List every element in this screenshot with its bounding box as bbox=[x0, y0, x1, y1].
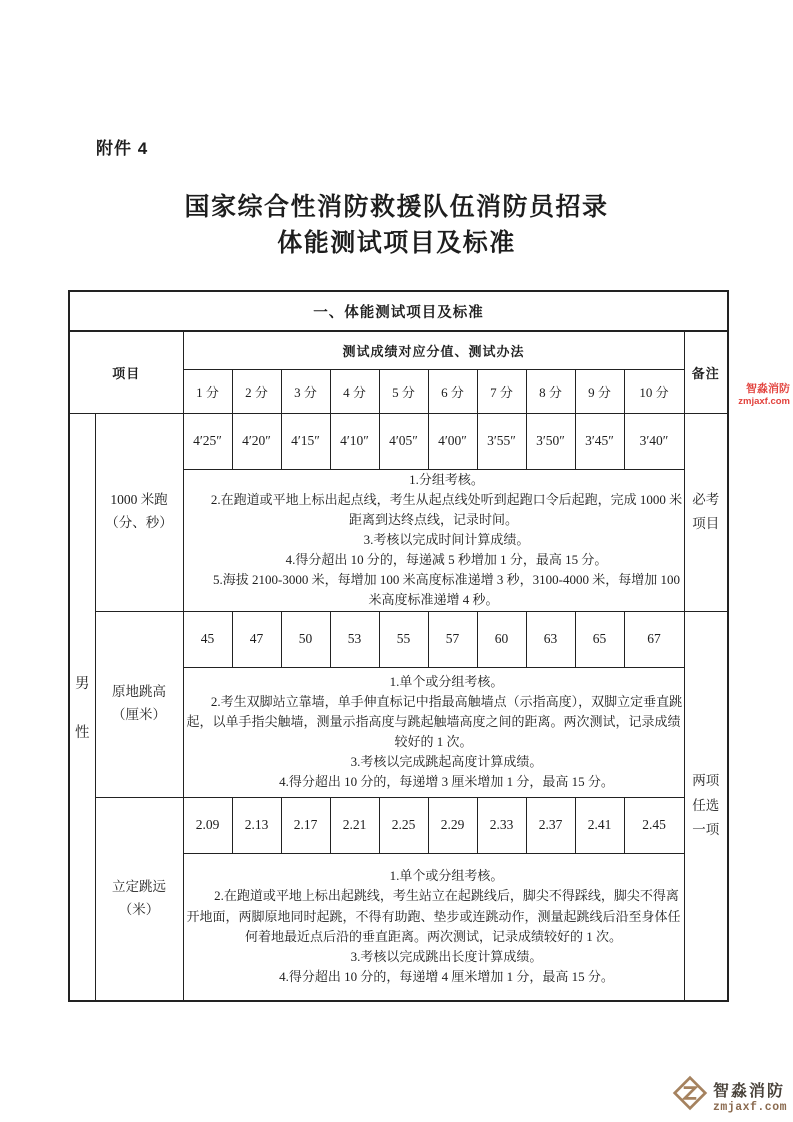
project-name-line: 1000 米跑 bbox=[110, 492, 168, 508]
page-title-line2: 体能测试项目及标准 bbox=[277, 230, 516, 258]
project-unit-line: （米） bbox=[118, 901, 160, 917]
score-header-cell: 3 分 bbox=[281, 369, 330, 413]
value-cell: 4′00″ bbox=[428, 413, 477, 469]
project-name-line: 立定跳远 bbox=[112, 878, 166, 894]
value-cell: 55 bbox=[379, 611, 428, 667]
method-step: 2.考生双脚站立靠墙，单手伸直标记中指最高触墙点（示指高度），双脚立定垂直跳起，以单手指尖触墙，测量示指高度与跳起触墙高度之间的距离。两次测试，记录成绩较好的 1 次。 bbox=[186, 693, 683, 749]
value-cell: 2.37 bbox=[526, 797, 575, 853]
method-step: 1.单个或分组考核。 bbox=[389, 673, 504, 689]
header-remark: 备注 bbox=[684, 331, 728, 413]
project-cell-1000m-run bbox=[95, 413, 183, 611]
method-cell-vertical-jump bbox=[183, 667, 684, 797]
project-unit-line: （分、秒） bbox=[105, 515, 173, 530]
value-cell: 65 bbox=[575, 611, 624, 667]
value-cell: 2.45 bbox=[624, 797, 684, 853]
value-cell: 2.29 bbox=[428, 797, 477, 853]
project-cell-standing-long-jump bbox=[95, 797, 183, 1001]
remark-line: 必考 bbox=[692, 491, 720, 507]
remark-line: 一项 bbox=[692, 821, 720, 837]
zmjaxf-brand-logo bbox=[672, 1075, 787, 1116]
value-cell: 67 bbox=[624, 611, 684, 667]
value-cell: 57 bbox=[428, 611, 477, 667]
method-step: 3.考核以完成跳起高度计算成绩。 bbox=[350, 754, 543, 770]
project-name-line: 原地跳高 bbox=[112, 684, 166, 700]
side-watermark-domain: zmjaxf.com bbox=[738, 396, 790, 408]
page-title bbox=[0, 190, 793, 263]
value-cell: 2.21 bbox=[330, 797, 379, 853]
score-header-cell: 8 分 bbox=[526, 369, 575, 413]
score-header-cell: 9 分 bbox=[575, 369, 624, 413]
value-cell: 3′45″ bbox=[575, 413, 624, 469]
gender-cell bbox=[69, 413, 95, 1001]
score-header-cell: 7 分 bbox=[477, 369, 526, 413]
score-header-cell: 10 分 bbox=[624, 369, 684, 413]
method-step: 1.分组考核。 bbox=[409, 471, 484, 487]
zmjaxf-logo-icon bbox=[672, 1075, 708, 1116]
value-cell: 4′15″ bbox=[281, 413, 330, 469]
value-cell: 53 bbox=[330, 611, 379, 667]
score-header-cell: 4 分 bbox=[330, 369, 379, 413]
method-step: 5.海拔 2100-3000 米，每增加 100 米高度标准递增 3 秒，3100-4000 米，每增加 100 米高度标准递增 4 秒。 bbox=[213, 572, 680, 608]
value-cell: 4′05″ bbox=[379, 413, 428, 469]
score-header-cell: 2 分 bbox=[232, 369, 281, 413]
side-watermark-text: 智淼消防 bbox=[746, 383, 790, 395]
gender-char: 男 bbox=[75, 675, 90, 692]
method-step: 4.得分超出 10 分的，每递减 5 秒增加 1 分，最高 15 分。 bbox=[285, 552, 608, 568]
logo-domain: zmjaxf.com bbox=[712, 1100, 787, 1114]
remark-cell-mandatory bbox=[684, 413, 728, 611]
value-cell: 3′55″ bbox=[477, 413, 526, 469]
project-unit-line: （厘米） bbox=[112, 707, 166, 722]
header-project: 项目 bbox=[69, 331, 183, 413]
remark-cell-choose-one bbox=[684, 611, 728, 1001]
table-section-title: 一、体能测试项目及标准 bbox=[69, 291, 728, 331]
method-step: 2.在跑道或平地上标出起跳线，考生站立在起跳线后，脚尖不得踩线，脚尖不得离开地面，两脚原地同时起跳，不得有助跑、垫步或连跳动作，测量起跳线后沿至身体任何着地最近点后沿的垂直距离。两次测试，记录成绩较好的 1 次。 bbox=[186, 888, 681, 944]
header-score-method: 测试成绩对应分值、测试办法 bbox=[183, 331, 684, 369]
method-step: 4.得分超出 10 分的，每递增 4 厘米增加 1 分，最高 15 分。 bbox=[279, 969, 614, 985]
score-header-cell: 6 分 bbox=[428, 369, 477, 413]
remark-line: 项目 bbox=[692, 516, 720, 531]
value-cell: 2.17 bbox=[281, 797, 330, 853]
page-title-line1: 国家综合性消防救援队伍消防员招录 bbox=[184, 194, 609, 221]
value-cell: 3′40″ bbox=[624, 413, 684, 469]
value-cell: 3′50″ bbox=[526, 413, 575, 469]
score-header-cell: 5 分 bbox=[379, 369, 428, 413]
method-cell-1000m-run bbox=[183, 469, 684, 611]
side-watermark bbox=[738, 383, 790, 408]
logo-brand-name: 智淼消防 bbox=[712, 1082, 785, 1100]
value-cell: 4′10″ bbox=[330, 413, 379, 469]
project-cell-vertical-jump bbox=[95, 611, 183, 797]
gender-char: 性 bbox=[75, 724, 90, 741]
value-cell: 2.13 bbox=[232, 797, 281, 853]
attachment-label: 附件 4 bbox=[96, 139, 149, 158]
value-cell: 60 bbox=[477, 611, 526, 667]
score-header-cell: 1 分 bbox=[183, 369, 232, 413]
remark-line: 任选 bbox=[692, 797, 720, 813]
method-cell-standing-long-jump bbox=[183, 853, 684, 1001]
value-cell: 4′20″ bbox=[232, 413, 281, 469]
value-cell: 2.33 bbox=[477, 797, 526, 853]
value-cell: 4′25″ bbox=[183, 413, 232, 469]
method-step: 4.得分超出 10 分的，每递增 3 厘米增加 1 分，最高 15 分。 bbox=[279, 774, 614, 790]
value-cell: 2.41 bbox=[575, 797, 624, 853]
method-step: 3.考核以完成时间计算成绩。 bbox=[363, 531, 530, 547]
value-cell: 45 bbox=[183, 611, 232, 667]
method-step: 3.考核以完成跳出长度计算成绩。 bbox=[350, 948, 543, 964]
fitness-test-table bbox=[68, 290, 729, 1002]
value-cell: 47 bbox=[232, 611, 281, 667]
value-cell: 2.25 bbox=[379, 797, 428, 853]
method-step: 2.在跑道或平地上标出起点线，考生从起点线处听到起跑口令后起跑，完成 1000 米距离到达终点线，记录时间。 bbox=[210, 491, 683, 527]
remark-line: 两项 bbox=[692, 773, 720, 789]
value-cell: 50 bbox=[281, 611, 330, 667]
value-cell: 2.09 bbox=[183, 797, 232, 853]
method-step: 1.单个或分组考核。 bbox=[389, 868, 504, 884]
value-cell: 63 bbox=[526, 611, 575, 667]
